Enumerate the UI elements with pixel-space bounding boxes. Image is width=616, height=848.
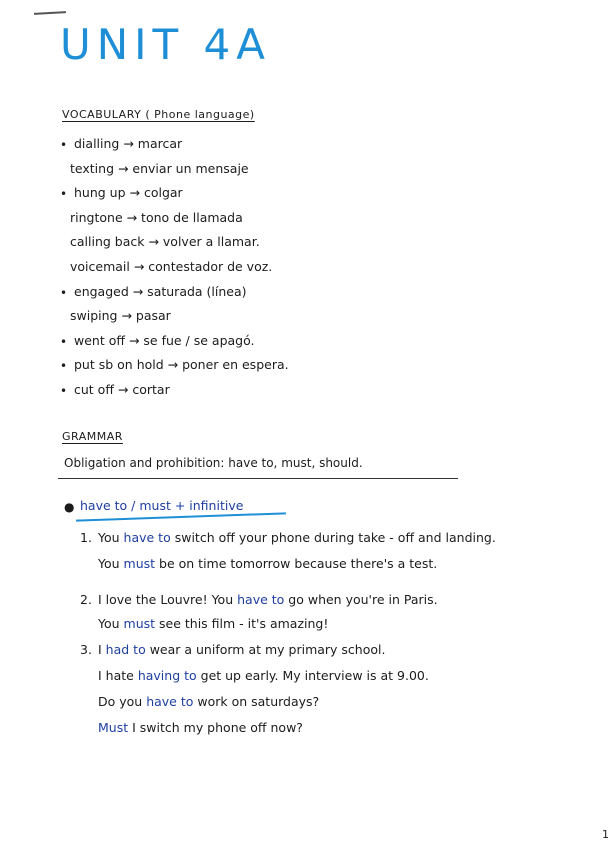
example-fragment: be on time tomorrow because there's a test. <box>155 556 438 571</box>
section-heading: have to / must + infinitive <box>80 498 244 513</box>
example-number: 3. <box>80 642 92 657</box>
example-text <box>98 668 429 683</box>
modal-verb: must <box>123 616 156 631</box>
example-fragment: I love the Louvre! You <box>98 592 238 607</box>
bullet-point: • <box>60 285 68 300</box>
example-fragment: wear a uniform at my primary school. <box>145 642 386 657</box>
example-fragment: I <box>98 642 106 657</box>
vocab-item-text: ringtone → tono de llamada <box>70 209 243 225</box>
vocab-item-text: swiping → pasar <box>70 308 171 324</box>
modal-verb: have to <box>146 694 194 709</box>
example-fragment: I hate <box>98 668 138 683</box>
example-fragment: You <box>98 530 124 545</box>
vocab-item-text: engaged → saturada (línea) <box>74 283 247 299</box>
vocab-item <box>60 282 530 307</box>
example-text <box>98 530 496 545</box>
vocabulary-list <box>60 134 530 405</box>
modal-verb: must <box>123 556 156 571</box>
section-bullet: ● <box>64 500 75 514</box>
bullet-point: • <box>60 359 68 374</box>
vocab-item <box>60 208 530 233</box>
vocab-item <box>60 159 530 184</box>
example-text <box>98 592 438 607</box>
page-number: 1 <box>602 828 609 841</box>
example-text <box>98 616 328 631</box>
vocab-item-text: cut off → cortar <box>74 381 170 397</box>
vocab-item <box>60 257 530 282</box>
vocab-item <box>60 331 530 356</box>
section-heading-underline <box>76 512 286 521</box>
vocab-item-text: put sb on hold → poner en espera. <box>74 357 289 373</box>
bullet-point: • <box>60 383 68 398</box>
vocab-item-text: calling back → volver a llamar. <box>70 234 260 250</box>
example-number: 2. <box>80 592 92 607</box>
vocab-item-text: dialling → marcar <box>74 136 183 151</box>
vocab-item <box>60 380 530 405</box>
example-fragment: get up early. My interview is at 9.00. <box>196 668 429 683</box>
bullet-point: • <box>60 187 68 202</box>
example-fragment: You <box>98 556 124 571</box>
vocab-item-text: texting → enviar un mensaje <box>70 160 249 176</box>
bullet-point: • <box>60 334 68 349</box>
corner-pen-mark <box>34 11 66 15</box>
vocab-item-text: went off → se fue / se apagó. <box>74 332 255 348</box>
modal-verb: have to <box>237 592 285 607</box>
vocab-item-text: hung up → colgar <box>74 185 183 201</box>
example-text <box>98 642 385 657</box>
vocab-item <box>60 355 530 380</box>
modal-verb: had to <box>105 642 146 657</box>
grammar-heading: GRAMMAR <box>62 430 123 443</box>
subtitle-underline <box>58 478 458 479</box>
example-fragment: I switch my phone off now? <box>128 720 303 735</box>
vocab-item <box>60 306 530 331</box>
bullet-point: • <box>60 138 68 152</box>
example-fragment: go when you're in Paris. <box>284 592 438 607</box>
vocab-item-text: voicemail → contestador de voz. <box>70 258 273 274</box>
vocab-item <box>60 134 530 159</box>
vocab-item <box>60 232 530 257</box>
example-text <box>98 556 437 571</box>
vocab-item <box>60 183 530 208</box>
example-fragment: You <box>98 616 124 631</box>
example-text <box>98 694 319 709</box>
vocabulary-heading: VOCABULARY ( Phone language) <box>62 108 255 121</box>
example-fragment: work on saturdays? <box>193 694 320 709</box>
page-title: UNIT 4A <box>60 20 272 69</box>
example-fragment: see this film - it's amazing! <box>155 616 329 631</box>
grammar-subtitle: Obligation and prohibition: have to, must, should. <box>64 456 363 470</box>
modal-verb: Must <box>98 720 129 735</box>
example-number: 1. <box>80 530 92 545</box>
example-text <box>98 720 303 735</box>
example-fragment: Do you <box>98 694 147 709</box>
modal-verb: have to <box>123 530 171 545</box>
modal-verb: having to <box>137 668 197 683</box>
example-fragment: switch off your phone during take - off and landing. <box>170 530 496 545</box>
